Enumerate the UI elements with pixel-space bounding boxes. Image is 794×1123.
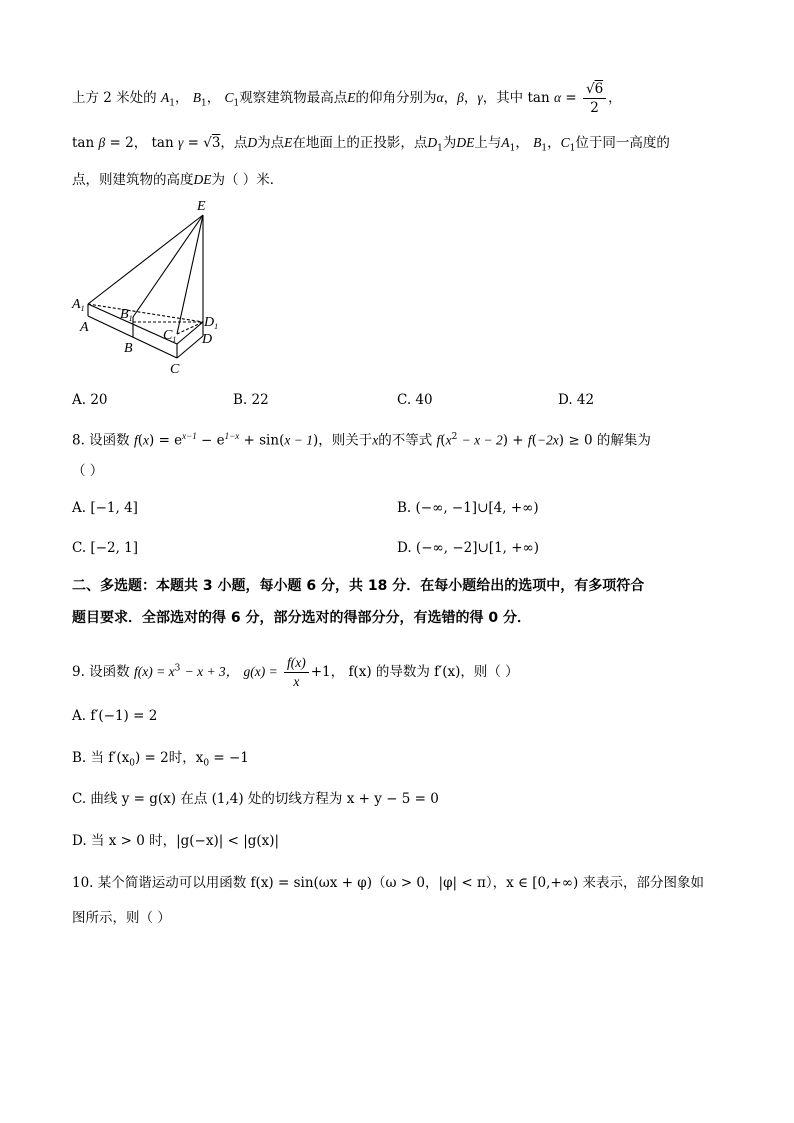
ge0: ≥ 0 的解集为 bbox=[568, 432, 651, 449]
alpha: α bbox=[553, 90, 562, 105]
label-c: C bbox=[170, 362, 180, 377]
label-e: E bbox=[197, 199, 206, 214]
fraction-fx-over-x bbox=[284, 654, 309, 691]
comma: ， bbox=[174, 90, 189, 106]
numerator: √6 bbox=[583, 80, 606, 99]
q7-text: 位于同一高度的 bbox=[575, 135, 670, 151]
label-d1-sub: 1 bbox=[214, 322, 219, 331]
q8-prefix: 8. 设函数 bbox=[72, 432, 130, 449]
q8-option-b[interactable]: B. (−∞, −1]∪[4, +∞) bbox=[397, 500, 539, 516]
q8-stem: 8. 设函数 $f(x) = e^{x-1} - e^{1-x} + \sin(x - 1)$，则关于x的不等式 $f(x^2 - x - 2) + f(-2x) \ge 0$ 的解集为 bbox=[72, 431, 651, 449]
q7-text: 为（ ）米． bbox=[211, 172, 284, 188]
q7-option-a[interactable]: A. 20 bbox=[72, 392, 108, 408]
q7-option-c[interactable]: C. 40 bbox=[397, 392, 433, 408]
denominator: 2 bbox=[590, 100, 599, 116]
exp1: x−1 bbox=[182, 431, 197, 441]
denominator: x bbox=[293, 674, 300, 689]
dashed-c1-d1 bbox=[177, 322, 203, 334]
label-a1-letter: A bbox=[72, 297, 81, 312]
comma: ， bbox=[443, 90, 458, 106]
comma: ， bbox=[463, 90, 478, 106]
q7-text: 上与 bbox=[474, 135, 502, 151]
numerator: f(x) bbox=[284, 654, 309, 673]
q7-option-d[interactable]: D. 42 bbox=[558, 392, 595, 408]
eq: = e bbox=[158, 432, 183, 449]
sub: 1 bbox=[201, 98, 207, 109]
plus1: +1， bbox=[310, 664, 345, 680]
segment-de: DE bbox=[193, 172, 212, 187]
sub: 0 bbox=[129, 758, 135, 769]
sub: 1 bbox=[541, 143, 548, 154]
sub: 1 bbox=[233, 98, 240, 109]
fraction-sqrt6-over-2 bbox=[583, 80, 606, 117]
q10-stem-line-2: 图所示，则（ ） bbox=[72, 910, 171, 926]
label-d1 bbox=[203, 315, 218, 331]
label-a1-sub: 1 bbox=[80, 304, 85, 313]
label-b1-sub: 1 bbox=[128, 314, 133, 323]
q7-text: 为点 bbox=[257, 135, 285, 151]
sub: 0 bbox=[203, 758, 210, 769]
q7-text: 点，则建筑物的高度 bbox=[72, 172, 194, 188]
q9-option-b[interactable] bbox=[72, 748, 249, 774]
point-a1: A bbox=[501, 135, 510, 150]
label-c1-sub: 1 bbox=[172, 335, 177, 344]
plus: + bbox=[512, 432, 524, 449]
sub: 1 bbox=[509, 143, 516, 154]
q7-text: 在地面上的正投影，点 bbox=[292, 135, 428, 151]
label-b1-letter: B bbox=[120, 307, 129, 322]
arg2: −2x bbox=[536, 432, 559, 448]
line-e-a1 bbox=[88, 215, 203, 304]
comma: ， bbox=[608, 90, 622, 106]
comma: ， bbox=[547, 135, 561, 151]
exp2: 1−x bbox=[224, 431, 240, 441]
point-d1: D bbox=[427, 135, 438, 150]
q9-option-d[interactable]: D. 当 x > 0 时，|g(−x)| < |g(x)| bbox=[72, 833, 280, 849]
q7-text: = bbox=[187, 135, 199, 151]
comma: ， bbox=[515, 135, 529, 151]
point-a1: A bbox=[160, 90, 170, 105]
point-b1: B bbox=[533, 135, 542, 150]
tan: tan bbox=[72, 135, 95, 151]
beta: β bbox=[98, 135, 106, 150]
q7-text: = 2， bbox=[109, 135, 148, 151]
dashed-a1-d1 bbox=[88, 304, 203, 322]
mid2: 的不等式 bbox=[378, 432, 433, 449]
q8-option-d[interactable]: D. (−∞, −2]∪[1, +∞) bbox=[397, 540, 540, 556]
x: x bbox=[445, 432, 452, 448]
point-e: E bbox=[284, 135, 293, 150]
sq: 2 bbox=[451, 432, 458, 442]
sub: 1 bbox=[169, 98, 175, 109]
sqrt-6: 6 bbox=[594, 81, 604, 97]
f-rest: − x + 3， bbox=[184, 664, 240, 679]
label-d1-letter: D bbox=[204, 315, 215, 330]
point-e: E bbox=[347, 90, 356, 105]
x: x bbox=[372, 432, 379, 448]
point-c1: C bbox=[560, 135, 570, 150]
minus-e: − e bbox=[201, 432, 225, 449]
q8-option-c[interactable]: C. [−2, 1] bbox=[72, 540, 139, 556]
q7-line-2: tan β = 2， tan γ = √3，点D为点E在地面上的正投影，点$D_1$为DE上与$A_1$， $B_1$，$C_1$位于同一高度的 bbox=[72, 135, 670, 154]
label-a1 bbox=[71, 297, 85, 313]
f: f bbox=[133, 432, 138, 448]
g-def: g(x) = bbox=[243, 664, 278, 679]
q7-line-3 bbox=[72, 170, 283, 190]
b-b: ) = 2时，x bbox=[134, 750, 204, 766]
alpha: α bbox=[436, 90, 444, 105]
sub: 1 bbox=[569, 143, 576, 154]
label-c1 bbox=[163, 328, 176, 344]
q7-text: 为 bbox=[442, 135, 457, 151]
line-e-b1 bbox=[133, 215, 203, 317]
f: f bbox=[436, 432, 441, 448]
q7-option-b[interactable]: B. 22 bbox=[233, 392, 269, 408]
line-e-c1 bbox=[177, 215, 203, 334]
label-b1 bbox=[120, 307, 133, 323]
f: f bbox=[527, 432, 532, 448]
plus-sin: + sin bbox=[243, 432, 280, 449]
section-2-heading-line-1: 二、多选题：本题共 3 小题，每小题 6 分，共 18 分．在每小题给出的选项中，有多项符合 bbox=[72, 578, 645, 594]
mid: ，则关于 bbox=[318, 432, 373, 449]
edge-c-d bbox=[177, 336, 203, 358]
gamma: γ bbox=[177, 135, 184, 150]
q7-figure bbox=[66, 196, 236, 381]
comma: ， bbox=[206, 90, 221, 106]
cube: 3 bbox=[174, 663, 181, 674]
arg1b: − x − 2 bbox=[461, 432, 503, 448]
point-d: D bbox=[247, 135, 258, 150]
q7-text: 上方 2 米处的 bbox=[72, 90, 157, 106]
label-a: A bbox=[80, 320, 89, 335]
segment-de: DE bbox=[456, 135, 475, 150]
q7-text: ，点 bbox=[220, 135, 248, 151]
q7-text: 的仰角分别为 bbox=[355, 90, 437, 106]
q9-option-c[interactable]: C. 曲线 y = g(x) 在点 (1,4) 处的切线方程为 x + y − 5 = 0 bbox=[72, 791, 439, 807]
tan: tan bbox=[151, 135, 174, 151]
point-c1: C bbox=[224, 90, 234, 105]
b-c: = −1 bbox=[209, 750, 249, 766]
q9-option-a[interactable]: A. f′(−1) = 2 bbox=[72, 708, 158, 724]
q9-stem bbox=[72, 654, 519, 691]
section-2-heading-line-2: 题目要求．全部选对的得 6 分，部分选对的得部分分，有选错的得 0 分． bbox=[72, 610, 531, 626]
f-def: f(x) = x bbox=[133, 664, 175, 679]
x: x bbox=[143, 432, 150, 448]
point-b1: B bbox=[192, 90, 201, 105]
q7-line-1: 上方 2 米处的 $A_1$， $B_1$， $C_1$观察建筑物最高点E的仰角分别为α，β，γ，其中 tan α = $\frac{√6}{2}$ ， bbox=[72, 81, 622, 116]
label-b: B bbox=[124, 341, 133, 356]
deriv: f(x) 的导数为 f′(x)，则（ ） bbox=[348, 664, 519, 680]
tan: tan bbox=[527, 90, 550, 106]
q8-option-a[interactable]: A. [−1, 4] bbox=[72, 500, 138, 516]
sqrt-3: 3 bbox=[211, 135, 221, 151]
gamma: γ bbox=[477, 90, 483, 105]
sub: 1 bbox=[437, 143, 443, 154]
q8-paren: （ ） bbox=[72, 463, 104, 479]
arg: x − 1 bbox=[284, 432, 313, 448]
q7-text: ，其中 bbox=[482, 90, 524, 106]
q9-prefix: 9. 设函数 bbox=[72, 664, 130, 680]
label-d: D bbox=[202, 332, 213, 347]
edge-c-d1 bbox=[177, 322, 203, 344]
b-a: B. 当 f′(x bbox=[72, 750, 130, 766]
q10-stem-line-1: 10. 某个简谐运动可以用函数 f(x) = sin(ωx + φ)（ω > 0，|φ| < π），x ∈ [0,+∞) 来表示，部分图象如 bbox=[72, 875, 705, 891]
label-c1-letter: C bbox=[163, 328, 173, 343]
beta: β bbox=[457, 90, 464, 105]
q7-text: 观察建筑物最高点 bbox=[239, 90, 348, 106]
